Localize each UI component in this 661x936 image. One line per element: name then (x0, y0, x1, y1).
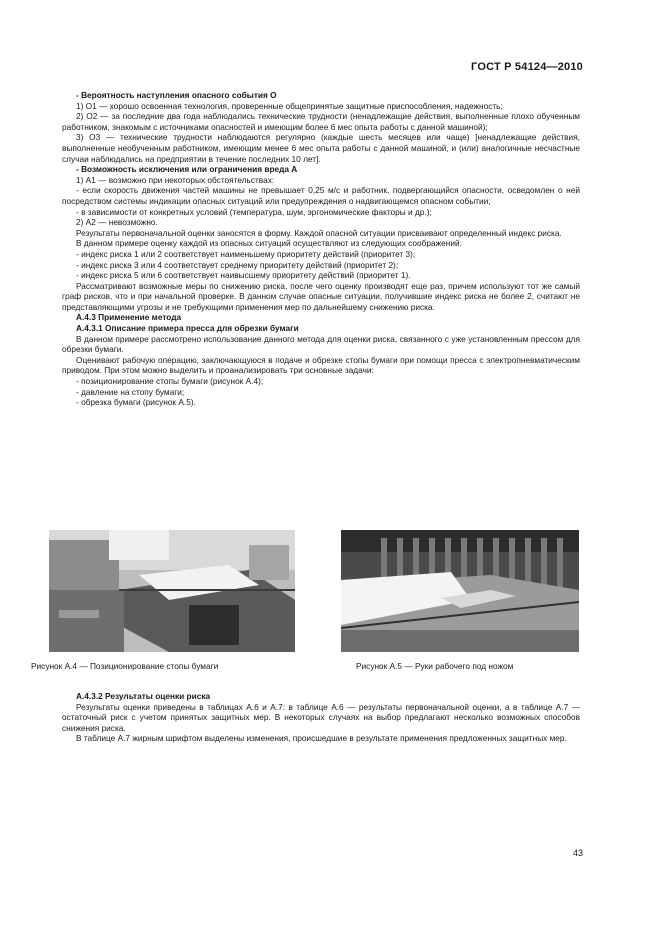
task-positioning: - позиционирование стопы бумаги (рисунок А.4); (76, 376, 264, 387)
item-o1: 1) О1 — хорошо освоенная технология, проверенные общепринятые защитные приспособления, надежность; (76, 100, 503, 111)
paragraph-results: Результаты первоначальной оценки заносятся в форму. Каждой опасной ситуации присваивают определенный индекс риска. (76, 227, 562, 238)
bullet-risk-3-4: - индекс риска 3 или 4 соответствует среднему приоритету действий (приоритет 2); (76, 259, 399, 270)
page-number: 43 (572, 848, 583, 858)
heading-a431: А.4.3.1 Описание примера пресса для обрезки бумаги (76, 323, 299, 334)
figures-row (0, 530, 661, 675)
figure-a5 (341, 530, 579, 652)
item-a1: 1) А1 — возможно при некоторых обстоятельствах: (76, 174, 275, 185)
task-pressure: - давление на стопу бумаги; (76, 386, 185, 397)
heading-avoidance: - Возможность исключения или ограничения вреда А (76, 164, 298, 175)
caption-a5: Рисунок А.5 — Руки рабочего под ножом (356, 661, 514, 671)
bullet-risk-1-2: - индекс риска 1 или 2 соответствует наименьшему приоритету действий (приоритет 3); (76, 248, 416, 259)
paragraph-press-example: В данном примере рассмотрено использование данного метода для оценки риска, связанного с уже установленным прессом для обрезки бумаги. (62, 333, 580, 355)
item-o3: 3) О3 — технические трудности наблюдаются регулярно (каждые шесть месяцев или чаще) [ненадлежащие действия, выполненные необученным работником, имеющим менее 6 мес опыта работы с данной машиной, и (или) аналогичные несчастные случаи наблюдались на предприятии в течение последних 10 лет]. (62, 132, 580, 164)
heading-a432: А.4.3.2 Результаты оценки риска (76, 691, 211, 701)
paragraph-operation: Оценивают рабочую операцию, заключающуюся в подаче и обрезке стопы бумаги при помощи пресса с электропневматическим приводом. При этом можно выделить и проанализировать три основные задачи: (62, 354, 580, 376)
item-a1-bullet-1: - если скорость движения частей машины не превышает 0,25 м/с и работник, подвергающийся опасности, осведомлен о ней посредством системы индикации опасных ситуаций или предупреждения о надвигающемся опасном событии; (62, 185, 580, 206)
item-a2: 2) А2 — невозможно. (76, 217, 158, 228)
task-cutting: - обрезка бумаги (рисунок А.5). (76, 397, 196, 408)
figure-a5-photo (341, 530, 579, 652)
results-section (62, 691, 580, 744)
paragraph-tables: Результаты оценки приведены в таблицах А.6 и А.7: в таблице А.6 — результаты первоначальной оценки, а в таблице А.7 — остаточный риск с учетом принятых защитных мер. В некоторых случаях на выбор предлагают несколько возможных способов снижения риска. (62, 701, 580, 733)
heading-probability: - Вероятность наступления опасного события О (76, 90, 277, 100)
caption-a4: Рисунок А.4 — Позиционирование стопы бумаги (31, 661, 219, 671)
document-code: ГОСТ Р 54124—2010 (471, 61, 583, 73)
paragraph-bold-changes: В таблице А.7 жирным шрифтом выделены изменения, происшедшие в результате применения предложенных защитных мер. (76, 733, 567, 744)
main-text (62, 90, 580, 408)
figure-a4-photo (49, 530, 295, 652)
item-o2: 2) О2 — за последние два года наблюдались технические трудности (ненадлежащие действия, выполненные плохо обученным работником, знакомым с источниками опасностей и имеющим более 6 мес опыта работы с данной машиной); (62, 111, 580, 132)
paragraph-example: В данном примере оценку каждой из опасных ситуаций осуществляют из следующих соображений: (76, 238, 462, 249)
paragraph-measures: Рассматривают возможные меры по снижению риска, после чего оценку производят еще раз, причем используют тот же самый граф рисков, что и при начальной проверке. В данном случае опасные ситуации, получившие индекс риска не более 2, считают не представляющими угрозы и не требующими применения мер по дальнейшему снижению риска. (62, 280, 580, 312)
figure-a4 (49, 530, 295, 652)
heading-a43: А.4.3 Применение метода (76, 312, 182, 323)
item-a1-bullet-2: - в зависимости от конкретных условий (температура, шум, эргономические факторы и др.); (76, 206, 432, 217)
bullet-risk-5-6: - индекс риска 5 или 6 соответствует наивысшему приоритету действий (приоритет 1). (76, 270, 411, 281)
